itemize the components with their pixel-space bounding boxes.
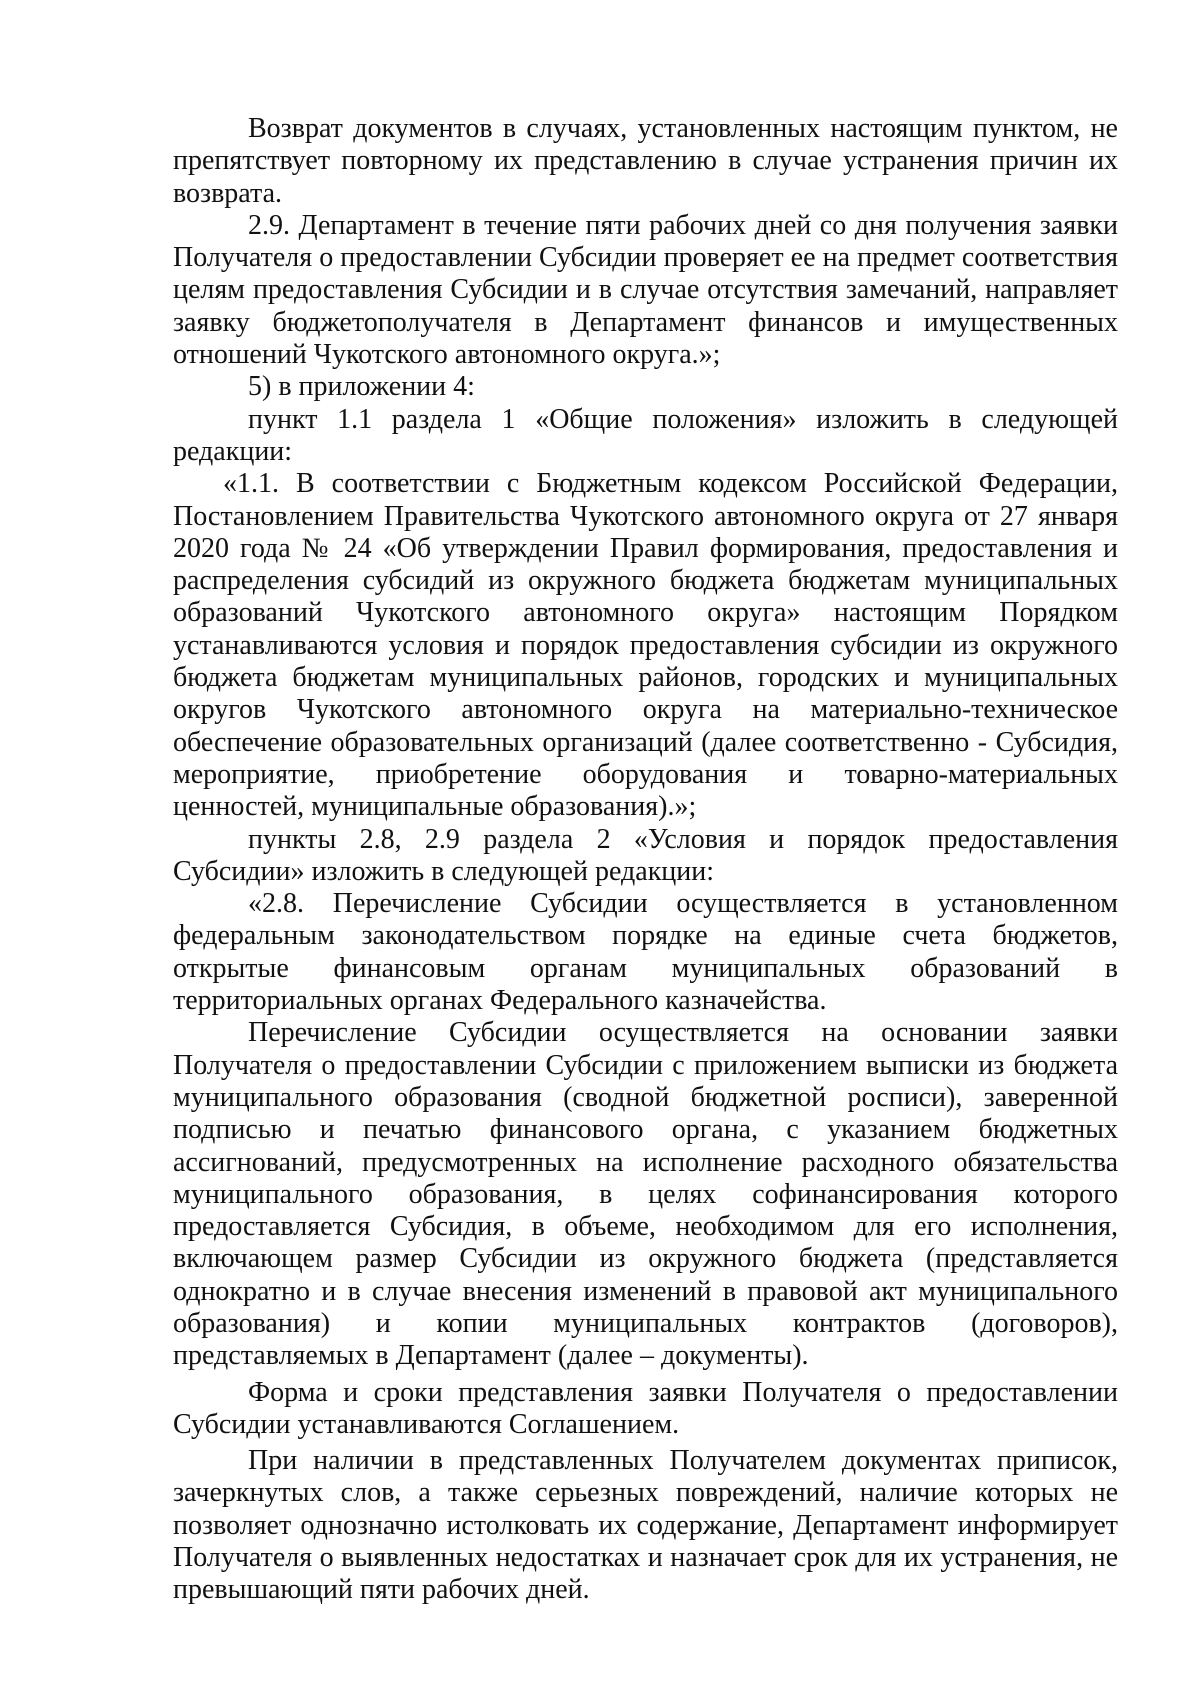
paragraph-points-2-8-2-9-intro: пункты 2.8, 2.9 раздела 2 «Условия и порядок предоставления Субсидии» изложить в следующей редакции: [173, 823, 1118, 887]
paragraph-form-and-terms: Форма и сроки представления заявки Получателя о предоставлении Субсидии устанавливаются Соглашением. [173, 1376, 1118, 1440]
paragraph-defects: При наличии в представленных Получателем документах приписок, зачеркнутых слов, а также серьезных повреждений, наличие которых не позволяет однозначно истолковать их содержание, Департамент информирует Получателя о выявленных недостатках и назначает срок для их устранения, не превышающий пяти рабочих дней. [173, 1445, 1118, 1606]
paragraph-2-8: «2.8. Перечисление Субсидии осуществляется в установленном федеральным законодательством порядке на единые счета бюджетов, открытые финансовым органам муниципальных образований в территориальных органах Федерального казначейства. [173, 888, 1118, 1017]
paragraph-2-9: 2.9. Департамент в течение пяти рабочих дней со дня получения заявки Получателя о предоставлении Субсидии проверяет ее на предмет соответствия целям предоставления Субсидии и в случае отсутствия замечаний, направляет заявку бюджетополучателя в Департамент финансов и имущественных отношений Чукотского автономного округа.»; [173, 209, 1118, 371]
paragraph-point-1-1-intro: пункт 1.1 раздела 1 «Общие положения» изложить в следующей редакции: [173, 403, 1118, 467]
paragraph-return-of-documents: Возврат документов в случаях, установленных настоящим пунктом, не препятствует повторному их представлению в случае устранения причин их возврата. [173, 113, 1118, 209]
paragraph-appendix-4: 5) в приложении 4: [248, 371, 475, 403]
paragraph-transfer-basis: Перечисление Субсидии осуществляется на основании заявки Получателя о предоставлении Субсидии с приложением выписки из бюджета муниципального образования (сводной бюджетной росписи), заверенной подписью и печатью финансового органа, с указанием бюджетных ассигнований, предусмотренных на исполнение расходного обязательства муниципального образования, в целях софинансирования которого предоставляется Субсидия, в объеме, необходимом для его исполнения, включающем размер Субсидии из окружного бюджета (представляется однократно и в случае внесения изменений в правовой акт муниципального образования) и копии муниципальных контрактов (договоров), представляемых в Департамент (далее – документы). [173, 1017, 1118, 1372]
document-page [173, 113, 1118, 1607]
paragraph-point-1-1: «1.1. В соответствии с Бюджетным кодексом Российской Федерации, Постановлением Правительства Чукотского автономного округа от 27 января 2020 года № 24 «Об утверждении Правил формирования, предоставления и распределения субсидий из окружного бюджета бюджетам муниципальных образований Чукотского автономного округа» настоящим Порядком устанавливаются условия и порядок предоставления субсидии из окружного бюджета бюджетам муниципальных районов, городских и муниципальных округов Чукотского автономного округа на материально-техническое обеспечение образовательных организаций (далее соответственно - Субсидия, мероприятие, приобретение оборудования и товарно-материальных ценностей, муниципальные образования).»; [173, 468, 1118, 823]
